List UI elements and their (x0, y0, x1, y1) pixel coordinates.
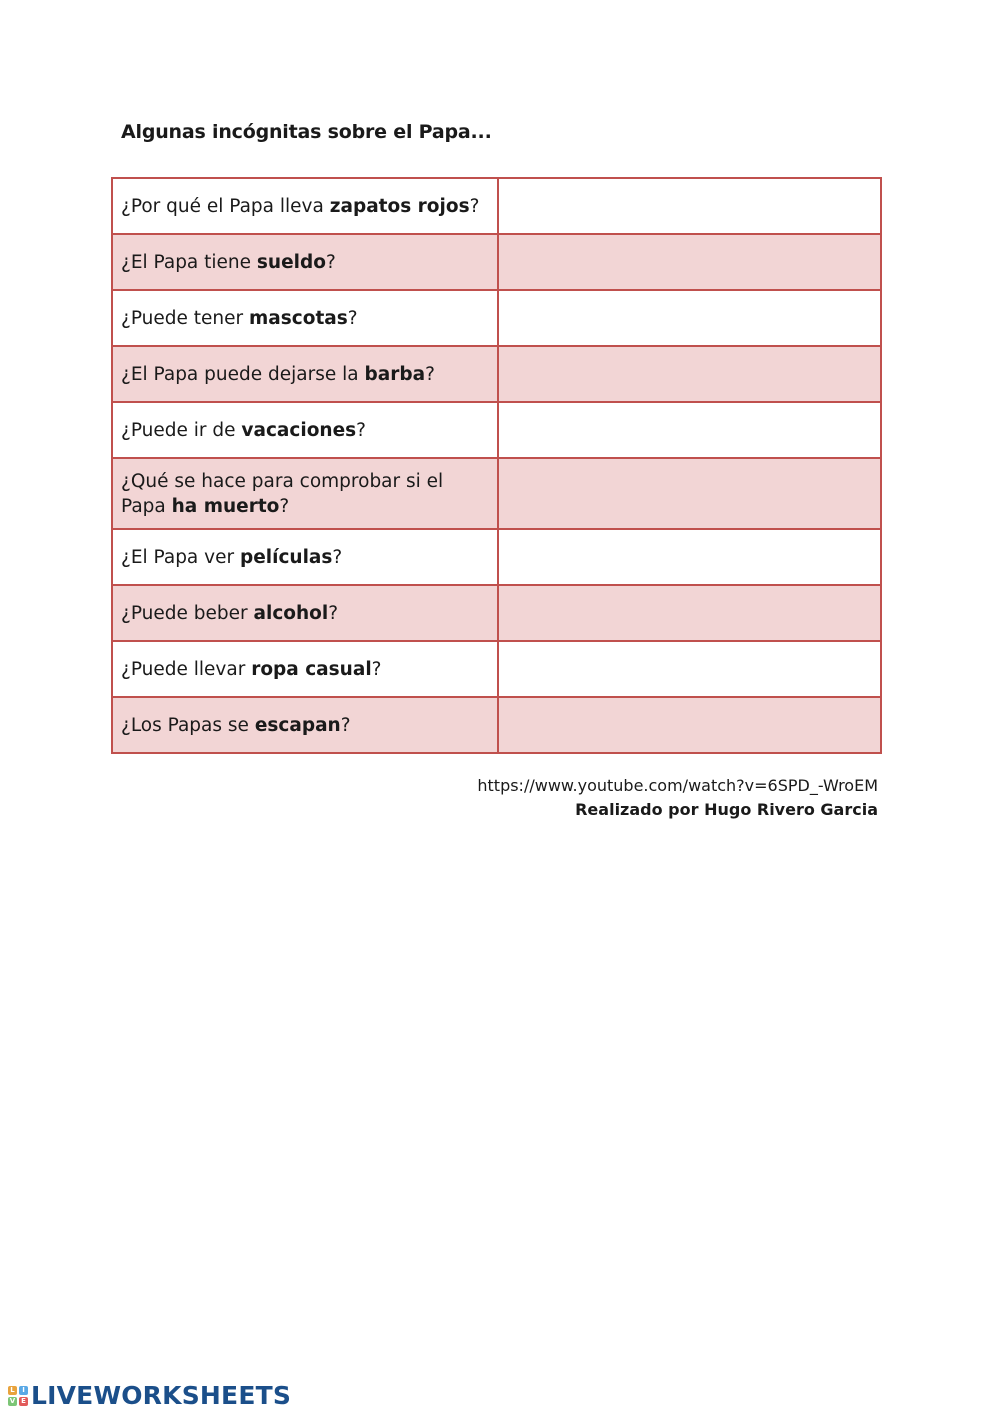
author-credit: Realizado por Hugo Rivero Garcia (575, 800, 878, 819)
question-text: ¿El Papa tiene (121, 251, 257, 273)
answer-cell (498, 346, 881, 402)
answer-cell (498, 585, 881, 641)
question-row (112, 697, 881, 753)
question-text: ¿Los Papas se (121, 714, 255, 736)
question-keyword: mascotas (249, 307, 348, 329)
answer-cell (498, 697, 881, 753)
question-text: ¿Puede llevar (121, 658, 252, 680)
question-cell (112, 585, 498, 641)
answer-cell (498, 641, 881, 697)
question-mark: ? (425, 363, 435, 385)
liveworksheets-logo[interactable] (8, 1381, 291, 1410)
question-keyword: películas (239, 546, 333, 568)
question-mark: ? (328, 602, 339, 624)
question-keyword: ha muerto (171, 495, 280, 517)
question-cell (112, 458, 498, 529)
answer-input[interactable] (507, 649, 872, 689)
question-text: ¿El Papa ver (121, 546, 240, 568)
question-mark: ? (325, 251, 336, 273)
question-text: ¿Puede beber (121, 602, 254, 624)
question-mark: ? (279, 495, 290, 517)
answer-input[interactable] (507, 298, 872, 338)
question-row (112, 402, 881, 458)
answer-input[interactable] (507, 410, 872, 450)
question-mark: ? (332, 546, 343, 568)
question-row (112, 458, 881, 529)
question-row (112, 529, 881, 585)
question-mark: ? (356, 419, 366, 441)
question-text: ¿Puede tener (121, 307, 249, 329)
question-keyword: alcohol (253, 602, 329, 624)
question-row (112, 290, 881, 346)
answer-input[interactable] (507, 593, 872, 633)
question-keyword: ropa casual (251, 658, 372, 680)
source-link[interactable]: https://www.youtube.com/watch?v=6SPD_-WroEM (477, 776, 878, 795)
question-row (112, 585, 881, 641)
answer-cell (498, 290, 881, 346)
answer-input[interactable] (507, 354, 872, 394)
answer-cell (498, 458, 881, 529)
question-keyword: escapan (254, 714, 341, 736)
question-mark: ? (347, 307, 358, 329)
question-cell (112, 402, 498, 458)
question-cell (112, 529, 498, 585)
logo-block: L (8, 1386, 17, 1395)
question-row (112, 178, 881, 234)
question-mark: ? (340, 714, 351, 736)
question-cell (112, 290, 498, 346)
question-cell (112, 697, 498, 753)
question-text: ¿Por qué el Papa lleva (121, 195, 330, 217)
logo-text: LIVEWORKSHEETS (31, 1381, 292, 1410)
question-text: ¿Qué se hace para comprobar si el Papa (121, 470, 444, 517)
answer-input[interactable] (507, 474, 872, 514)
answer-input[interactable] (507, 186, 872, 226)
question-keyword: sueldo (256, 251, 326, 273)
logo-block: E (19, 1397, 28, 1406)
question-row (112, 234, 881, 290)
answer-cell (498, 234, 881, 290)
question-cell (112, 178, 498, 234)
answer-input[interactable] (507, 242, 872, 282)
logo-block: V (9, 1396, 16, 1405)
answer-input[interactable] (507, 537, 872, 577)
question-text: ¿Puede ir de (121, 419, 242, 441)
question-mark: ? (469, 195, 480, 217)
question-cell (112, 346, 498, 402)
question-keyword: zapatos rojos (329, 195, 470, 217)
credits (477, 774, 878, 822)
answer-cell (498, 178, 881, 234)
answer-cell (498, 402, 881, 458)
question-row (112, 641, 881, 697)
question-keyword: vacaciones (241, 419, 357, 441)
answer-input[interactable] (507, 705, 872, 745)
question-cell (112, 234, 498, 290)
logo-blocks-icon (8, 1386, 28, 1406)
logo-block: I (19, 1386, 28, 1395)
question-row (112, 346, 881, 402)
worksheet-title: Algunas incógnitas sobre el Papa... (121, 121, 492, 143)
question-mark: ? (371, 658, 382, 680)
answer-cell (498, 529, 881, 585)
question-text: ¿El Papa puede dejarse la (121, 363, 365, 385)
question-cell (112, 641, 498, 697)
question-keyword: barba (364, 363, 426, 385)
questions-table (111, 177, 882, 754)
